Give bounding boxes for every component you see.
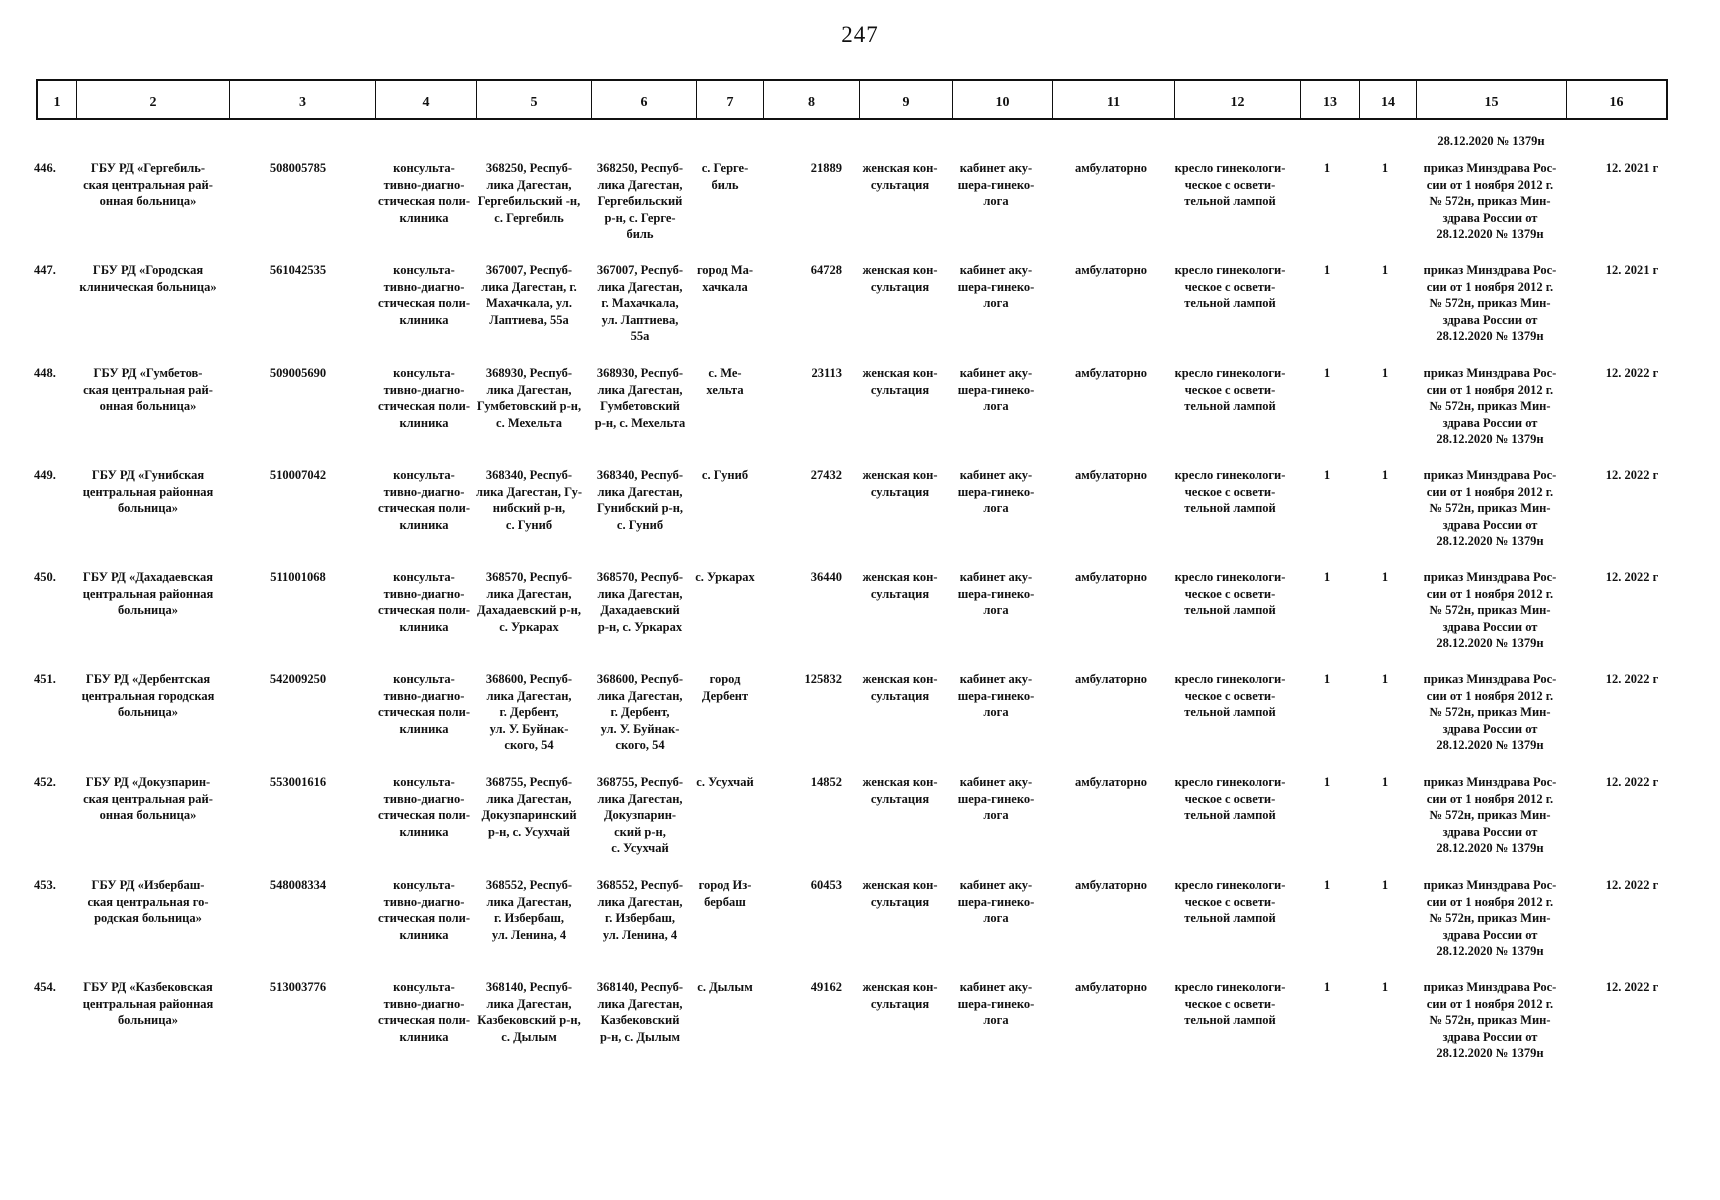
cell-code: 509005690 — [269, 366, 327, 380]
cell-dept: женская кон- сультация — [862, 468, 938, 499]
cell-dept: женская кон- сультация — [862, 263, 938, 294]
cell-mode: амбулаторно — [1074, 672, 1148, 686]
cell-addr2: 368755, Респуб- лика Дагестан, Докузпарин- ский р-н, с. Усухчай — [596, 775, 684, 855]
cell-equip: кресло гинекологи- ческое с освети- тельной лампой — [1174, 570, 1286, 617]
cell-addr1: 368552, Респуб- лика Дагестан, г. Избербаш, ул. Ленина, 4 — [485, 878, 573, 942]
cell-room: кабинет аку- шера-гинеко- лога — [957, 263, 1035, 310]
cell-q2: 1 — [1381, 468, 1389, 482]
cell-equip: кресло гинекологи- ческое с освети- тельной лампой — [1174, 980, 1286, 1027]
cell-addr1: 367007, Респуб- лика Дагестан, г. Махачкала, ул. Лаптиева, 55а — [481, 263, 577, 327]
cell-locality: с. Усухчай — [696, 775, 754, 789]
cell-q1: 1 — [1323, 980, 1331, 994]
table-row — [0, 979, 1720, 1079]
cell-type: консульта- тивно-диагно- стическая поли- клиника — [377, 263, 470, 327]
cell-pop: 64728 — [810, 263, 842, 277]
cell-type: консульта- тивно-диагно- стическая поли- клиника — [377, 570, 470, 634]
cell-equip: кресло гинекологи- ческое с освети- тельной лампой — [1174, 878, 1286, 925]
cell-q2: 1 — [1381, 878, 1389, 892]
cell-locality: с. Герге- биль — [701, 161, 749, 192]
cell-room: кабинет аку- шера-гинеко- лога — [957, 366, 1035, 413]
cell-date: 12. 2022 г — [1605, 672, 1659, 686]
cell-num: 449. — [34, 468, 56, 482]
cell-room: кабинет аку- шера-гинеко- лога — [957, 468, 1035, 515]
cell-mode: амбулаторно — [1074, 263, 1148, 277]
cell-pop: 60453 — [810, 878, 842, 892]
cell-basis: приказ Минздрава Рос- сии от 1 ноября 2012 г. № 572н, приказ Мин- здрава России от 28.12.2020 № 1379н — [1423, 366, 1557, 446]
header-col-1: 1 — [53, 94, 61, 110]
cell-pop: 49162 — [810, 980, 842, 994]
cell-mode: амбулаторно — [1074, 366, 1148, 380]
cell-equip: кресло гинекологи- ческое с освети- тельной лампой — [1174, 468, 1286, 515]
cell-org: ГБУ РД «Казбековская центральная районная больница» — [82, 980, 214, 1027]
cell-date: 12. 2022 г — [1605, 468, 1659, 482]
cell-num: 448. — [34, 366, 56, 380]
cell-dept: женская кон- сультация — [862, 570, 938, 601]
cell-code: 542009250 — [269, 672, 327, 686]
cell-date: 12. 2021 г — [1605, 263, 1659, 277]
cell-room: кабинет аку- шера-гинеко- лога — [957, 980, 1035, 1027]
table-row — [0, 774, 1720, 874]
header-col-12: 12 — [1174, 81, 1300, 118]
cell-basis: приказ Минздрава Рос- сии от 1 ноября 2012 г. № 572н, приказ Мин- здрава России от 28.12.2020 № 1379н — [1423, 775, 1557, 855]
cell-date: 12. 2022 г — [1605, 980, 1659, 994]
cell-code: 508005785 — [269, 161, 327, 175]
cell-addr2: 368340, Респуб- лика Дагестан, Гунибский р-н, с. Гуниб — [596, 468, 684, 532]
header-col-4: 4 — [375, 81, 476, 118]
cell-q2: 1 — [1381, 672, 1389, 686]
cell-type: консульта- тивно-диагно- стическая поли- клиника — [377, 672, 470, 736]
cell-basis: приказ Минздрава Рос- сии от 1 ноября 2012 г. № 572н, приказ Мин- здрава России от 28.12.2020 № 1379н — [1423, 263, 1557, 343]
cell-date: 12. 2022 г — [1605, 775, 1659, 789]
cell-q2: 1 — [1381, 980, 1389, 994]
header-col-9: 9 — [859, 81, 952, 118]
cell-locality: город Ма- хачкала — [696, 263, 754, 294]
cell-pop: 27432 — [810, 468, 842, 482]
cell-mode: амбулаторно — [1074, 570, 1148, 584]
cell-basis: приказ Минздрава Рос- сии от 1 ноября 2012 г. № 572н, приказ Мин- здрава России от 28.12.2020 № 1379н — [1423, 878, 1557, 958]
cell-equip: кресло гинекологи- ческое с освети- тельной лампой — [1174, 775, 1286, 822]
cell-basis: приказ Минздрава Рос- сии от 1 ноября 2012 г. № 572н, приказ Мин- здрава России от 28.12.2020 № 1379н — [1423, 570, 1557, 650]
cell-q1: 1 — [1323, 161, 1331, 175]
cell-mode: амбулаторно — [1074, 878, 1148, 892]
cell-locality: город Дербент — [701, 672, 749, 703]
cell-dept: женская кон- сультация — [862, 775, 938, 806]
cell-code: 511001068 — [270, 570, 326, 584]
cell-type: консульта- тивно-диагно- стическая поли- клиника — [377, 980, 470, 1044]
cell-org: ГБУ РД «Гунибская центральная районная больница» — [82, 468, 214, 515]
cell-pop: 125832 — [804, 672, 842, 686]
cell-num: 451. — [34, 672, 56, 686]
cell-type: консульта- тивно-диагно- стическая поли- клиника — [377, 161, 470, 225]
cell-locality: с. Ме- хельта — [706, 366, 744, 397]
cell-num: 454. — [34, 980, 56, 994]
header-col-15: 15 — [1416, 81, 1566, 118]
cell-addr2: 368600, Респуб- лика Дагестан, г. Дербент, ул. У. Буйнак- ского, 54 — [596, 672, 684, 752]
cell-basis: приказ Минздрава Рос- сии от 1 ноября 2012 г. № 572н, приказ Мин- здрава России от 28.12.2020 № 1379н — [1423, 161, 1557, 241]
cell-addr1: 368755, Респуб- лика Дагестан, Докузпаринский р-н, с. Усухчай — [481, 775, 577, 839]
cell-code: 548008334 — [269, 878, 327, 892]
cell-date: 12. 2022 г — [1605, 878, 1659, 892]
header-col-13: 13 — [1300, 81, 1359, 118]
cell-dept: женская кон- сультация — [862, 366, 938, 397]
cell-addr2: 368250, Респуб- лика Дагестан, Гергебильский р-н, с. Герге- биль — [596, 161, 684, 241]
header-col-10: 10 — [952, 81, 1052, 118]
cell-room: кабинет аку- шера-гинеко- лога — [957, 672, 1035, 719]
cell-dept: женская кон- сультация — [862, 878, 938, 909]
cell-addr1: 368340, Респуб- лика Дагестан, Гу- нибский р-н, с. Гуниб — [475, 468, 583, 532]
cell-room: кабинет аку- шера-гинеко- лога — [957, 878, 1035, 925]
cell-locality: с. Дылым — [697, 980, 753, 994]
cell-q1: 1 — [1323, 468, 1331, 482]
cell-q1: 1 — [1323, 263, 1331, 277]
cell-basis: приказ Минздрава Рос- сии от 1 ноября 2012 г. № 572н, приказ Мин- здрава России от 28.12.2020 № 1379н — [1423, 672, 1557, 752]
cell-equip: кресло гинекологи- ческое с освети- тельной лампой — [1174, 263, 1286, 310]
cell-pop: 21889 — [810, 161, 842, 175]
cell-equip: кресло гинекологи- ческое с освети- тельной лампой — [1174, 366, 1286, 413]
cell-locality: с. Гуниб — [701, 468, 749, 482]
cell-equip: кресло гинекологи- ческое с освети- тельной лампой — [1174, 161, 1286, 208]
cell-q2: 1 — [1381, 775, 1389, 789]
cell-room: кабинет аку- шера-гинеко- лога — [957, 775, 1035, 822]
table-row — [0, 365, 1720, 465]
cell-addr2: 367007, Респуб- лика Дагестан, г. Махачкала, ул. Лаптиева, 55а — [596, 263, 684, 343]
cell-dept: женская кон- сультация — [862, 980, 938, 1011]
table-header-row — [36, 79, 1668, 120]
cell-org: ГБУ РД «Избербаш- ская центральная го- родская больница» — [87, 878, 209, 925]
cell-pop: 23113 — [811, 366, 842, 380]
cell-code: 553001616 — [269, 775, 327, 789]
cell-org: ГБУ РД «Дербентская центральная городская больница» — [81, 672, 215, 719]
cell-mode: амбулаторно — [1074, 980, 1148, 994]
header-col-6: 6 — [591, 81, 696, 118]
cell-code: 513003776 — [269, 980, 327, 994]
cell-org: ГБУ РД «Городская клиническая больница» — [79, 263, 217, 294]
cell-addr2: 368140, Респуб- лика Дагестан, Казбековский р-н, с. Дылым — [596, 980, 684, 1044]
cell-dept: женская кон- сультация — [862, 161, 938, 192]
carry-over-text: 28.12.2020 № 1379н — [1437, 134, 1545, 148]
cell-addr2: 368552, Респуб- лика Дагестан, г. Избербаш, ул. Ленина, 4 — [596, 878, 684, 942]
cell-mode: амбулаторно — [1074, 468, 1148, 482]
cell-q1: 1 — [1323, 775, 1331, 789]
page-number: 247 — [841, 22, 879, 47]
cell-type: консульта- тивно-диагно- стическая поли- клиника — [377, 366, 470, 430]
cell-date: 12. 2022 г — [1605, 366, 1659, 380]
cell-type: консульта- тивно-диагно- стическая поли- клиника — [377, 878, 470, 942]
cell-dept: женская кон- сультация — [862, 672, 938, 703]
header-col-11: 11 — [1052, 81, 1174, 118]
cell-type: консульта- тивно-диагно- стическая поли- клиника — [377, 775, 470, 839]
cell-q2: 1 — [1381, 570, 1389, 584]
cell-q1: 1 — [1323, 366, 1331, 380]
cell-addr2: 368570, Респуб- лика Дагестан, Дахадаевский р-н, с. Уркарах — [596, 570, 684, 634]
cell-addr1: 368570, Респуб- лика Дагестан, Дахадаевский р-н, с. Уркарах — [477, 570, 581, 634]
cell-mode: амбулаторно — [1074, 775, 1148, 789]
header-col-16: 16 — [1566, 81, 1666, 118]
cell-code: 561042535 — [269, 263, 327, 277]
cell-type: консульта- тивно-диагно- стическая поли- клиника — [377, 468, 470, 532]
table-row — [0, 569, 1720, 669]
header-col-14: 14 — [1359, 81, 1416, 118]
table-row — [0, 160, 1720, 260]
table-row — [0, 262, 1720, 362]
cell-num: 452. — [34, 775, 56, 789]
table-row — [0, 671, 1720, 771]
cell-room: кабинет аку- шера-гинеко- лога — [957, 161, 1035, 208]
table-row — [0, 467, 1720, 567]
header-col-7: 7 — [696, 81, 763, 118]
cell-q2: 1 — [1381, 366, 1389, 380]
cell-num: 453. — [34, 878, 56, 892]
cell-org: ГБУ РД «Гергебиль- ская центральная рай- онная больница» — [83, 161, 213, 208]
cell-num: 446. — [34, 161, 56, 175]
cell-pop: 14852 — [810, 775, 842, 789]
cell-code: 510007042 — [269, 468, 327, 482]
cell-org: ГБУ РД «Докузпарин- ская центральная рай- онная больница» — [83, 775, 213, 822]
cell-addr1: 368930, Респуб- лика Дагестан, Гумбетовский р-н, с. Мехельта — [476, 366, 582, 430]
cell-pop: 36440 — [810, 570, 842, 584]
cell-room: кабинет аку- шера-гинеко- лога — [957, 570, 1035, 617]
cell-locality: с. Уркарах — [695, 570, 755, 584]
cell-addr1: 368600, Респуб- лика Дагестан, г. Дербент, ул. У. Буйнак- ского, 54 — [485, 672, 573, 752]
cell-equip: кресло гинекологи- ческое с освети- тельной лампой — [1174, 672, 1286, 719]
cell-q2: 1 — [1381, 161, 1389, 175]
cell-locality: город Из- бербаш — [698, 878, 752, 909]
cell-addr1: 368250, Респуб- лика Дагестан, Гергебильский -н, с. Гергебиль — [477, 161, 581, 225]
header-col-8: 8 — [763, 81, 859, 118]
header-col-2: 2 — [76, 81, 229, 118]
cell-basis: приказ Минздрава Рос- сии от 1 ноября 2012 г. № 572н, приказ Мин- здрава России от 28.12.2020 № 1379н — [1423, 468, 1557, 548]
table-row — [0, 877, 1720, 977]
cell-basis: приказ Минздрава Рос- сии от 1 ноября 2012 г. № 572н, приказ Мин- здрава России от 28.12.2020 № 1379н — [1423, 980, 1557, 1060]
header-col-5: 5 — [476, 81, 591, 118]
cell-num: 447. — [34, 263, 56, 277]
cell-org: ГБУ РД «Дахадаевская центральная районная больница» — [82, 570, 214, 617]
cell-mode: амбулаторно — [1074, 161, 1148, 175]
cell-date: 12. 2022 г — [1605, 570, 1659, 584]
cell-q1: 1 — [1323, 570, 1331, 584]
cell-q2: 1 — [1381, 263, 1389, 277]
cell-q1: 1 — [1323, 878, 1331, 892]
cell-num: 450. — [34, 570, 56, 584]
cell-addr2: 368930, Респуб- лика Дагестан, Гумбетовский р-н, с. Мехельта — [594, 366, 686, 430]
cell-q1: 1 — [1323, 672, 1331, 686]
cell-addr1: 368140, Респуб- лика Дагестан, Казбековский р-н, с. Дылым — [477, 980, 581, 1044]
header-col-3: 3 — [229, 81, 375, 118]
cell-org: ГБУ РД «Гумбетов- ская центральная рай- онная больница» — [83, 366, 213, 413]
cell-date: 12. 2021 г — [1605, 161, 1659, 175]
